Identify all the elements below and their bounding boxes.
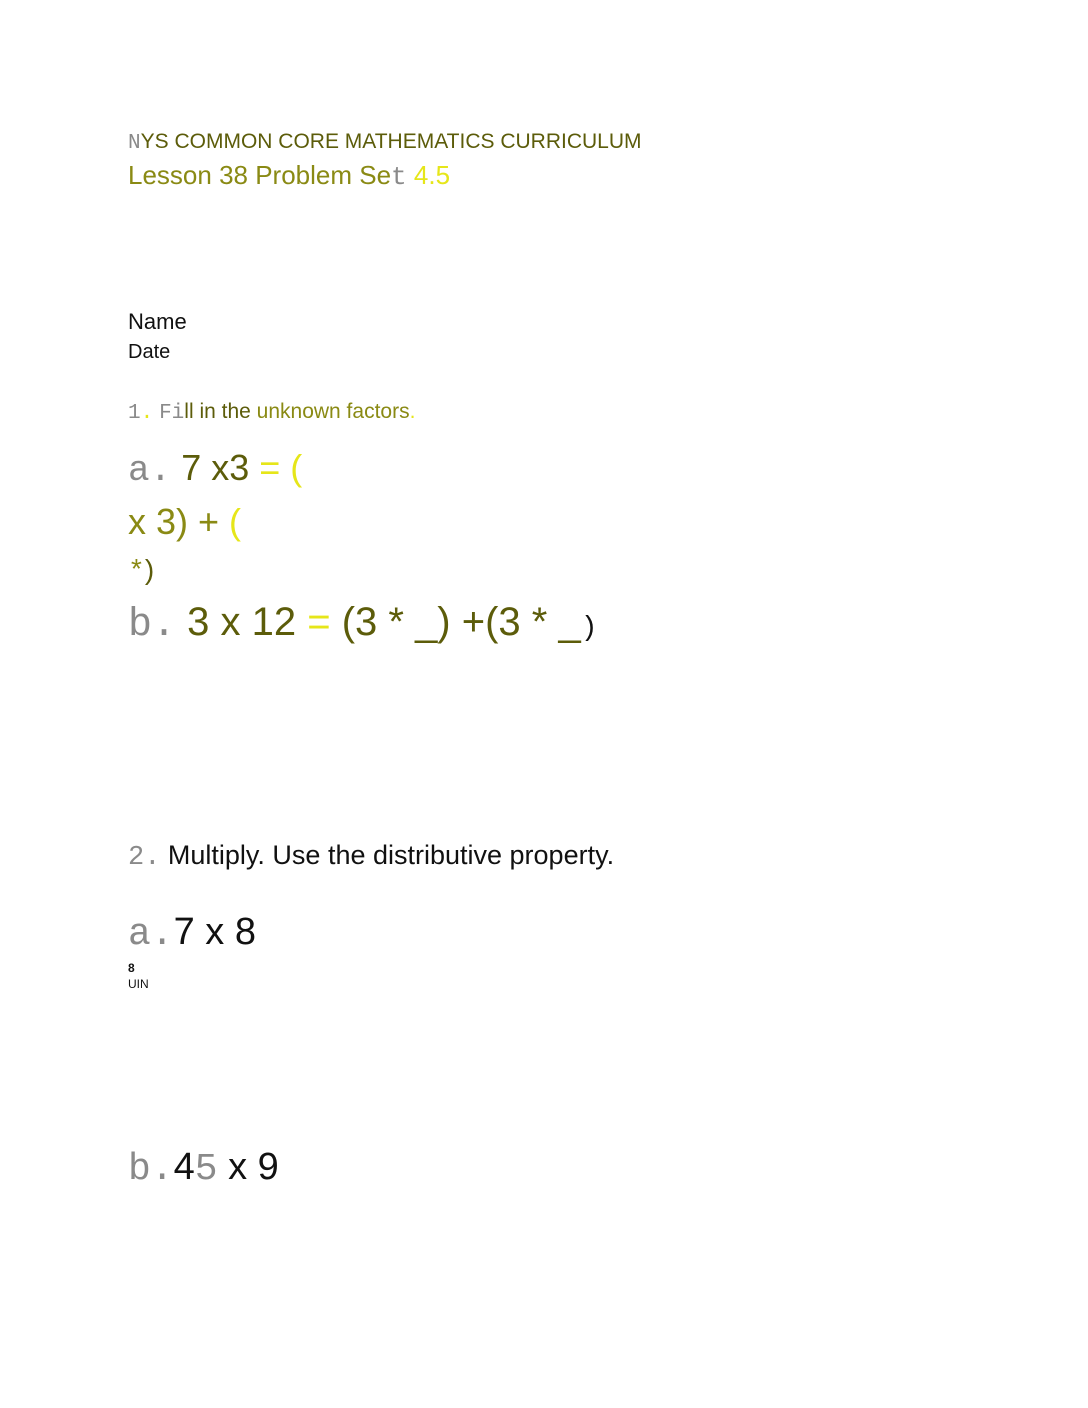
lesson-title-last-letter: t — [391, 162, 407, 192]
question-1-text-b: unknown factors — [256, 400, 410, 423]
question-1-number: 1 — [128, 402, 141, 425]
question-1a-expr-1: 7 x3 — [171, 447, 250, 488]
question-2-text: Multiply. Use the distributive property. — [160, 840, 615, 870]
question-2b-label: b. — [128, 1148, 174, 1191]
question-1b-expr-3: (3 * _) +(3 * _ — [341, 600, 581, 644]
question-2b-expr-2: 5 — [194, 1148, 218, 1191]
question-2b-expr-3: x 9 — [217, 1146, 279, 1188]
question-1b-expr-4: ) — [580, 613, 598, 644]
question-1a-line-3 — [128, 556, 154, 587]
lesson-title — [128, 162, 450, 190]
question-2a-note-2: UIN — [128, 977, 149, 991]
question-1a-line-1 — [128, 447, 303, 491]
question-1a-line-2-b: ( — [229, 501, 242, 542]
lesson-title-main: Lesson 38 Problem Se — [128, 160, 392, 190]
question-1-dot: . — [140, 402, 154, 425]
question-1b-expr-2: = — [307, 600, 342, 644]
question-1b-line — [128, 602, 598, 646]
date-label: Date — [128, 341, 171, 363]
question-1a-line-2-a: x 3) + — [128, 501, 230, 542]
curriculum-header — [128, 131, 642, 154]
curriculum-header-text: YS COMMON CORE MATHEMATICS CURRICULUM — [140, 130, 642, 153]
question-1a-close-paren: ) — [144, 554, 155, 585]
question-1a-line-2 — [128, 501, 242, 542]
question-2-number: 2. — [128, 843, 161, 873]
question-2a-label: a. — [128, 913, 174, 956]
question-1b-expr-1: 3 x 12 — [176, 600, 308, 644]
question-1-text-a: ll in the — [184, 400, 257, 423]
question-1a-expr-2: = ( — [249, 447, 303, 488]
question-2b-line — [128, 1148, 279, 1189]
question-2a-expr: 7 x 8 — [173, 911, 256, 953]
question-1b-label: b. — [128, 603, 177, 648]
question-1-end: . — [409, 400, 416, 423]
question-1a-star: * — [128, 557, 145, 588]
name-label: Name — [128, 309, 187, 334]
question-2-prompt — [128, 842, 614, 872]
question-2a-note-1: 8 — [128, 961, 135, 975]
curriculum-header-initial: N — [128, 132, 141, 155]
question-2a-line — [128, 913, 256, 954]
question-2b-expr-1: 4 — [173, 1146, 195, 1188]
question-1-prompt — [128, 401, 415, 424]
lesson-grade: 4.5 — [406, 160, 451, 190]
question-1a-label: a. — [128, 450, 172, 491]
question-1-fi: Fi — [159, 402, 185, 425]
